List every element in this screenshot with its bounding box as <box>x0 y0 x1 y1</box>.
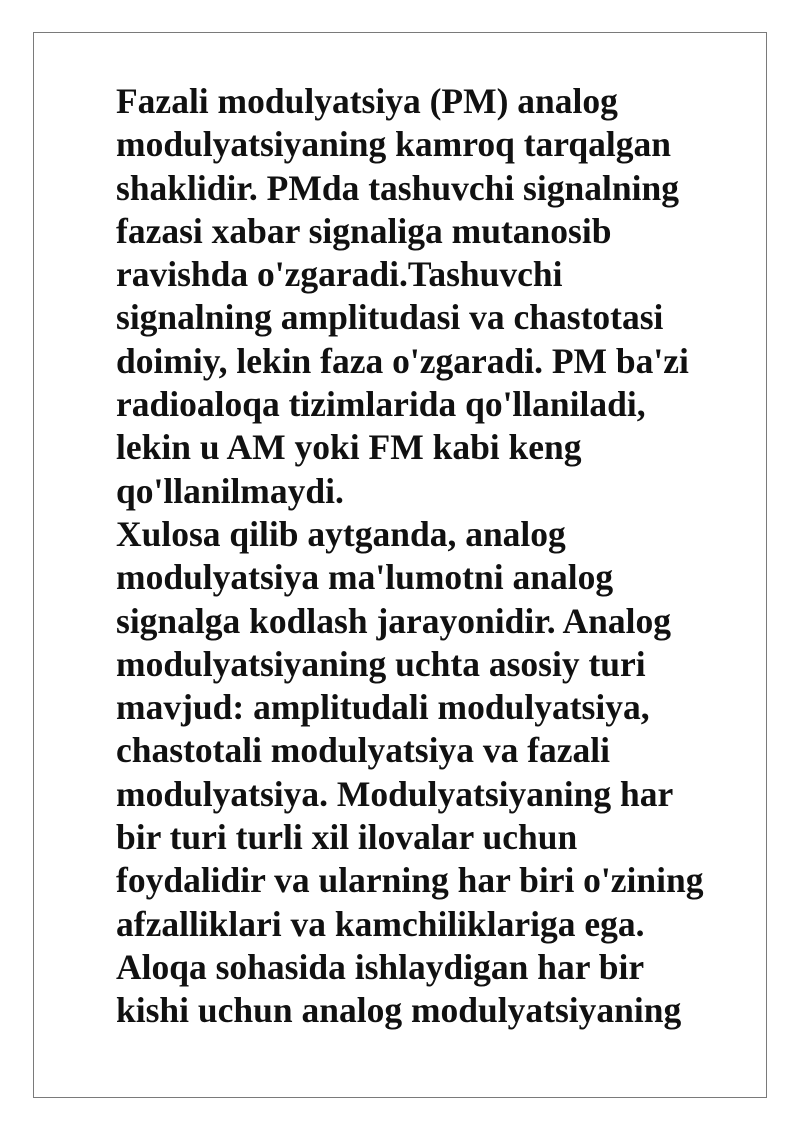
text-line: modulyatsiya ma'lumotni analog <box>116 557 614 598</box>
text-line: doimiy, lekin faza o'zgaradi. PM ba'zi <box>116 340 689 381</box>
text-line: modulyatsiyaning kamroq tarqalgan <box>116 124 671 165</box>
text-line: afzalliklari va kamchiliklariga ega. <box>116 903 645 944</box>
text-line: signalga kodlash jarayonidir. Analog <box>116 600 672 641</box>
text-line: signalning amplitudasi va chastotasi <box>116 297 664 338</box>
text-line: fazasi xabar signaliga mutanosib <box>116 210 612 251</box>
text-line: mavjud: amplitudali modulyatsiya, <box>116 687 650 728</box>
text-line: modulyatsiyaning uchta asosiy turi <box>116 643 646 684</box>
text-line: qo'llanilmaydi. <box>116 470 344 511</box>
text-line: Fazali modulyatsiya (PM) analog <box>116 81 618 121</box>
text-line: radioaloqa tizimlarida qo'llaniladi, <box>116 384 646 425</box>
text-line: Aloqa sohasida ishlaydigan har bir <box>116 946 645 987</box>
text-line: shaklidir. PMda tashuvchi signalning <box>116 167 679 208</box>
text-line: chastotali modulyatsiya va fazali <box>116 730 611 771</box>
text-line: kishi uchun analog modulyatsiyaning <box>116 990 682 1031</box>
text-line: ravishda o'zgaradi.Tashuvchi <box>116 254 563 295</box>
text-line: Xulosa qilib aytganda, analog <box>116 513 566 554</box>
text-line: lekin u AM yoki FM kabi keng <box>116 427 582 468</box>
text-line: foydalidir va ularning har biri o'zining <box>116 860 704 901</box>
text-line: modulyatsiya. Modulyatsiyaning har <box>116 773 674 814</box>
text-line: bir turi turli xil ilovalar uchun <box>116 817 578 858</box>
document-body <box>116 80 756 1033</box>
